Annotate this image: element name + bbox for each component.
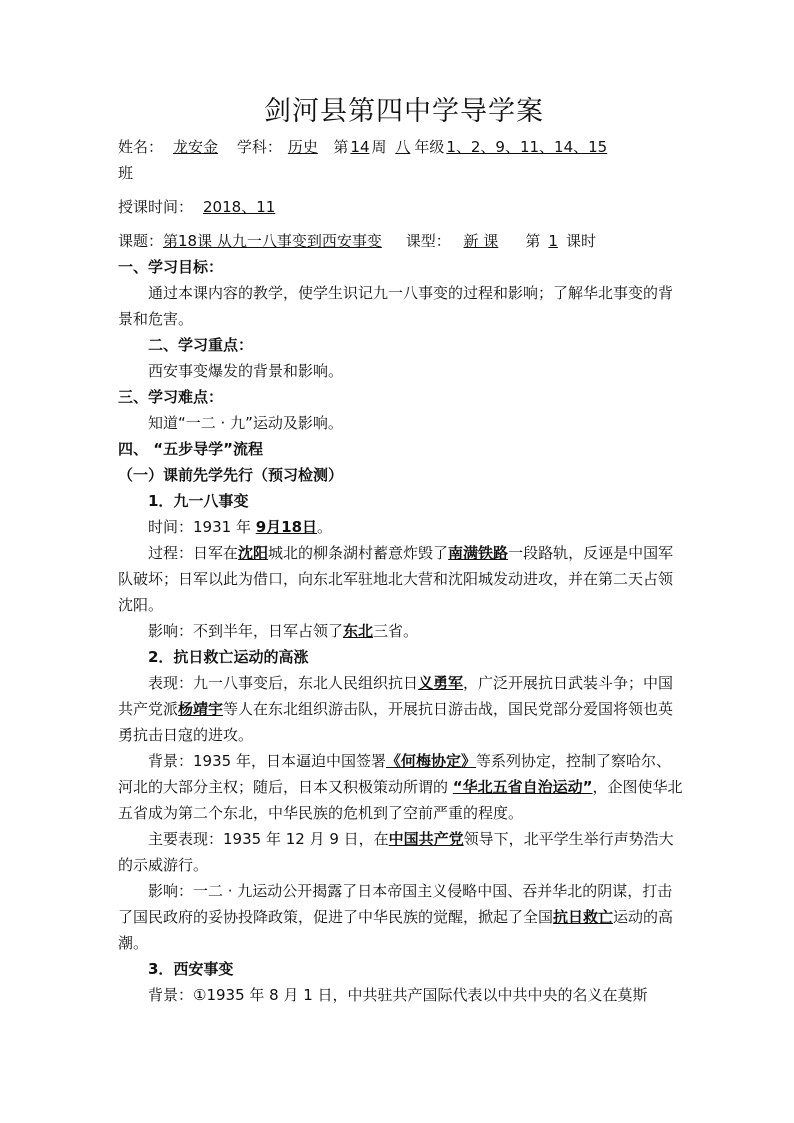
s1-proc-a: 过程：日军在 (148, 544, 239, 562)
topic-value: 第18课 从九一八事变到西安事变 (163, 232, 382, 250)
document-body (118, 92, 684, 1008)
s1-proc-c: 一段路轨，反诬是中国军队破坏；日军以此为借口，向东北军驻地北大营和沈阳城发动进攻，并在第二天占领沈阳。 (118, 544, 674, 614)
week-prefix: 第 (333, 138, 349, 156)
s1-time-label: 时间：1931 年 (148, 518, 256, 536)
period-value: 1 (548, 232, 558, 250)
s2-p3-party: 中国共产党 (388, 830, 464, 848)
s1-effect (118, 618, 684, 644)
time-label: 授课时间： (118, 198, 194, 216)
s2-p2-c: ，企图使华北五省成为第二个东北，中华民族的危机到了空前严重的程度。 (118, 778, 683, 822)
goals-text: 通过本课内容的教学，使学生识记九一八事变的过程和影响；了解华北事变的背景和危害。 (118, 284, 674, 328)
grade-value: 八 (395, 138, 411, 156)
s1-effect-a: 影响：不到半年，日军占领了 (148, 622, 344, 640)
s1-process (118, 540, 684, 618)
s1-effect-region: 东北 (343, 622, 374, 640)
section-heading-process: 四、 “五步导学”流程 (118, 440, 263, 458)
s2-p1-army: 义勇军 (418, 674, 464, 692)
info-line-topic (118, 228, 684, 254)
info-line-time (118, 194, 684, 220)
s2-p1 (118, 670, 684, 748)
week-suffix: 周 (371, 138, 387, 156)
s2-p4-term: 抗日救亡 (553, 908, 614, 926)
classes-value: 1、2、9、11、14、15 (446, 138, 608, 156)
s2-p2-b: 等系列协定，控制了察哈尔、河北的大部分主权；随后，日本又积极策动所谓的 (118, 752, 671, 796)
s2-p1-b: ，广泛开展抗日武装斗争；中国共产党派 (118, 674, 674, 718)
section-heading-key-points: 二、学习重点： (148, 336, 254, 354)
s2-p2-a: 背景：1935 年，日本逼迫中国签署 (148, 752, 386, 770)
s2-p4 (118, 878, 684, 956)
s2-p3-b: 领导下，北平学生举行声势浩大的示威游行。 (118, 830, 674, 874)
s2-p3 (118, 826, 684, 878)
grade-label: 年级 (414, 138, 445, 156)
name-label: 姓名： (118, 138, 164, 156)
s2-p1-person: 杨靖宇 (178, 700, 224, 718)
section-heading-difficulties: 三、学习难点： (118, 388, 224, 406)
topic-label: 课题： (118, 232, 164, 250)
s1-proc-b: 城北的柳条湖村蓄意炸毁了 (268, 544, 449, 562)
s2-p3-a: 主要表现：1935 年 12 月 9 日，在 (148, 830, 389, 848)
s2-p1-c: 等人在东北组织游击队，开展抗日游击战，国民党部分爱国将领也英勇抗击日寇的进攻。 (118, 700, 674, 744)
type-label: 课型： (405, 232, 451, 250)
s1-time-date: 9月18日 (255, 518, 318, 536)
subject-label: 学科： (236, 138, 282, 156)
s2-p2-movement: “华北五省自治运动” (452, 778, 593, 796)
difficulties-text: 知道“一二 · 九”运动及影响。 (148, 414, 343, 432)
s2-p4-b: 运动的高潮。 (118, 908, 674, 952)
week-value: 14 (350, 138, 370, 156)
period-prefix: 第 (525, 232, 541, 250)
s2-p2-treaty: 《何梅协定》 (385, 752, 476, 770)
process-subheading: （一）课前先学先行（预习检测） (118, 466, 344, 484)
s3-background: 背景：①1935 年 8 月 1 日，中共驻共产国际代表以中共中央的名义在莫斯 (148, 986, 648, 1004)
s1-title: 1．九一八事变 (148, 492, 249, 510)
info-line-classes: 班 (118, 164, 134, 182)
info-line-name (118, 134, 684, 160)
subject-value: 历史 (287, 138, 318, 156)
s2-p2 (118, 748, 684, 826)
section-heading-goals: 一、学习目标： (118, 258, 224, 276)
name-value: 龙安金 (173, 138, 219, 156)
key-points-text: 西安事变爆发的背景和影响。 (148, 362, 344, 380)
s2-p4-a: 影响：一二 · 九运动公开揭露了日本帝国主义侵略中国、吞并华北的阴谋，打击了国民政府的妥协投降政策，促进了中华民族的觉醒，掀起了全国 (118, 882, 673, 926)
s2-title: 2．抗日救亡运动的高涨 (148, 648, 309, 666)
s1-time (118, 514, 684, 540)
s1-proc-rail: 南满铁路 (448, 544, 509, 562)
s2-p1-a: 表现：九一八事变后，东北人民组织抗日 (148, 674, 419, 692)
type-value: 新 课 (463, 232, 499, 250)
s3-title: 3．西安事变 (148, 960, 234, 978)
page-title: 剑河县第四中学导学案 (264, 96, 544, 127)
time-value: 2018、11 (203, 198, 276, 216)
s1-time-end: 。 (317, 518, 333, 536)
period-suffix: 课时 (565, 232, 596, 250)
s1-effect-b: 三省。 (373, 622, 419, 640)
s1-proc-place: 沈阳 (238, 544, 269, 562)
